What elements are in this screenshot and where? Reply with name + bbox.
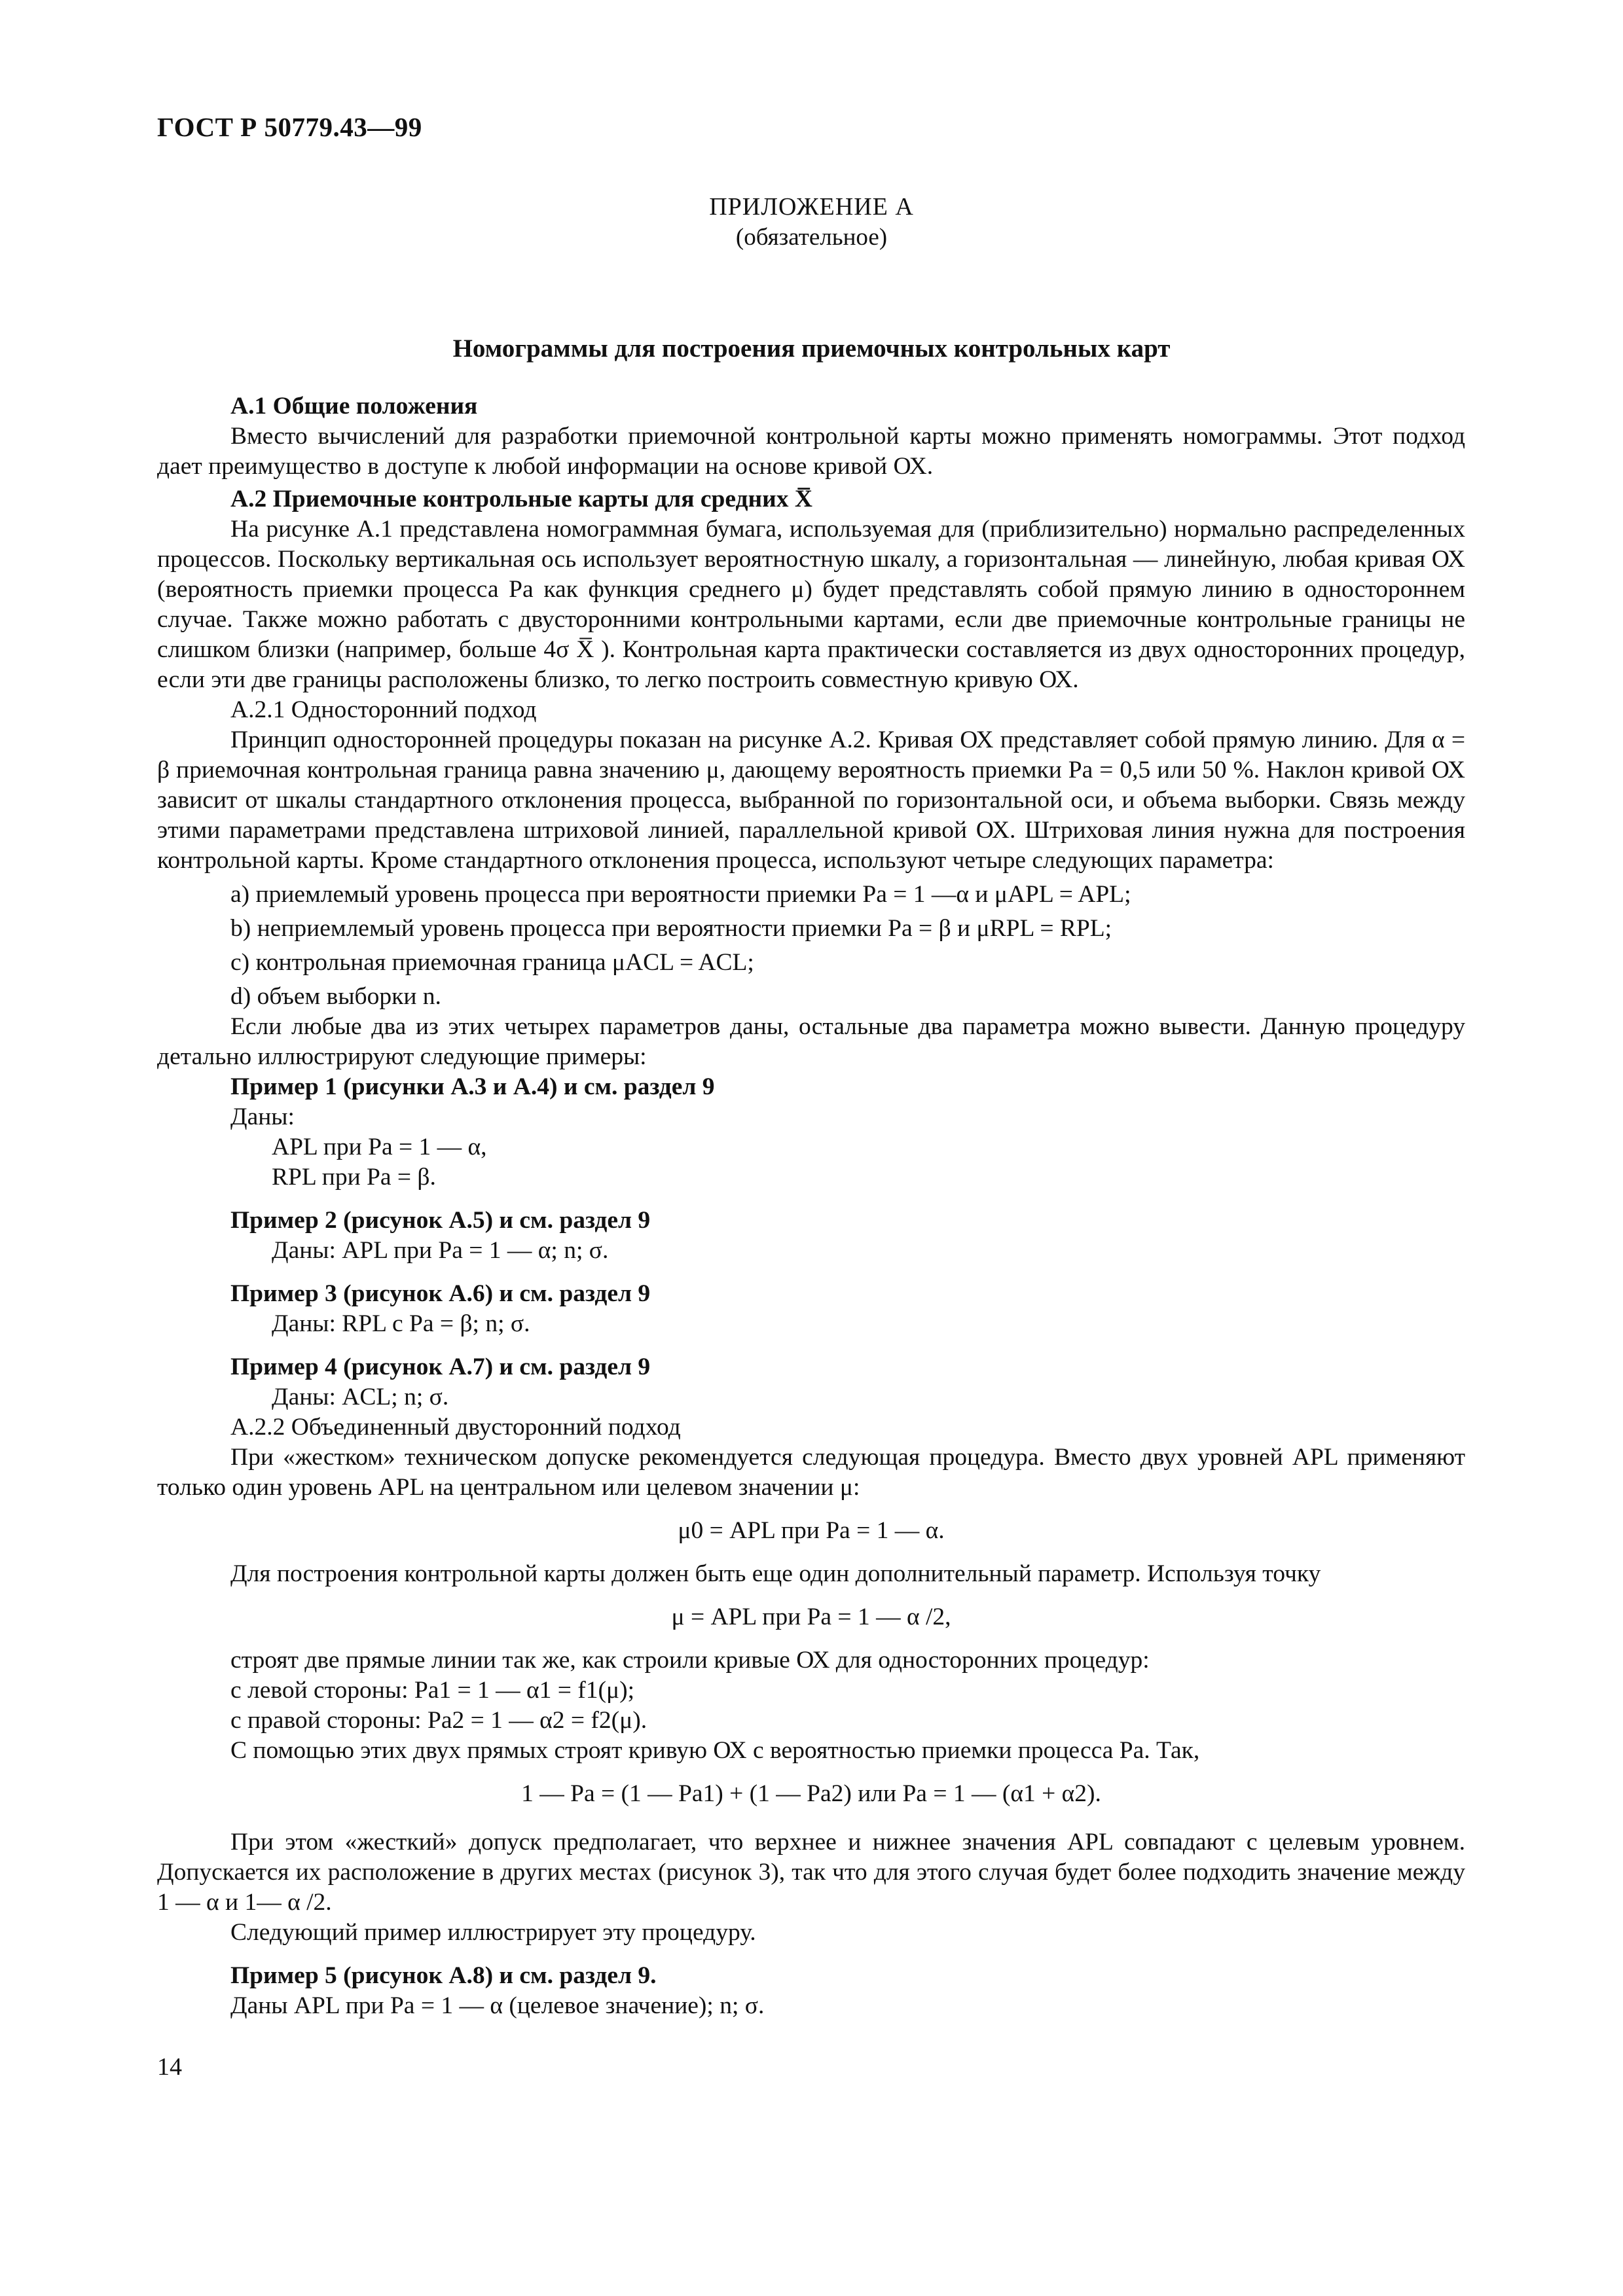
section-a21-after: Если любые два из этих четырех параметров даны, остальные два параметра можно вывести. Данную процедуру детально иллюстрируют следующие примеры:: [157, 1013, 1465, 1070]
section-a1-heading: А.1 Общие положения: [230, 393, 478, 420]
example-4-title: Пример 4 (рисунок А.7) и см. раздел 9: [230, 1354, 651, 1380]
list-item: d) объем выборки n.: [230, 983, 441, 1010]
section-a2-heading: А.2 Приемочные контрольные карты для средних X̅: [230, 486, 812, 512]
appendix-subtitle: (обязательное): [735, 224, 888, 251]
section-a1-text: Вместо вычислений для разработки приемочной контрольной карты можно применять номограммы. Этот подход дает преимущество в доступе к любой информации на основе кривой ОХ.: [157, 423, 1465, 480]
section-a22-p2: Для построения контрольной карты должен быть еще один дополнительный параметр. Используя точку: [230, 1560, 1321, 1587]
section-a2-text: На рисунке А.1 представлена номограммная бумага, используемая для (приблизительно) нормально распределенных процессов. Поскольку вертикальная ось использует вероятностную шкалу, а горизонтальная — линейную, любая кривая ОХ (вероятность приемки процесса Pa как функция среднего μ) будет представлять собой прямую линию в одностороннем случае. Также можно работать с двусторонними контрольными картами, если две приемочные контрольные границы не слишком близки (например, больше 4σ X̅ ). Контрольная карта практически составляется из двух односторонних процедур, если эти две границы расположены близко, то легко построить совместную кривую ОХ.: [157, 516, 1465, 693]
section-a22-p1: При «жестком» техническом допуске рекомендуется следующая процедура. Вместо двух уровней APL применяют только один уровень APL на центральном или целевом значении μ:: [157, 1444, 1465, 1501]
list-item: b) неприемлемый уровень процесса при вероятности приемки Pa = β и μRPL = RPL;: [230, 915, 1112, 942]
example-2-line: Даны: APL при Pa = 1 — α; n; σ.: [272, 1237, 609, 1264]
appendix-title: ПРИЛОЖЕНИЕ А: [709, 193, 914, 221]
document-body: [157, 391, 1465, 2021]
example-2-title: Пример 2 (рисунок А.5) и см. раздел 9: [230, 1207, 651, 1234]
example-4-line: Даны: ACL; n; σ.: [272, 1384, 449, 1410]
section-a21-heading: А.2.1 Односторонний подход: [230, 696, 537, 723]
example-5-title: Пример 5 (рисунок А.8) и см. раздел 9.: [230, 1962, 657, 1989]
left-side-formula: с левой стороны: Pa1 = 1 — α1 = f1(μ);: [230, 1677, 635, 1704]
formula-2: μ = APL при Pa = 1 — α /2,: [671, 1604, 951, 1630]
document-title: Номограммы для построения приемочных контрольных карт: [452, 334, 1171, 363]
section-a22-p3: строят две прямые линии так же, как строили кривые ОХ для односторонних процедур:: [230, 1647, 1150, 1674]
example-1-title: Пример 1 (рисунки А.3 и А.4) и см. раздел 9: [230, 1073, 715, 1100]
list-item: c) контрольная приемочная граница μACL = ACL;: [230, 949, 754, 976]
section-a22-p6: Следующий пример иллюстрирует эту процедуру.: [230, 1919, 756, 1946]
standard-header: ГОСТ Р 50779.43—99: [157, 112, 422, 142]
example-1-line: Даны:: [230, 1103, 295, 1130]
example-3-title: Пример 3 (рисунок А.6) и см. раздел 9: [230, 1280, 651, 1307]
list-item: a) приемлемый уровень процесса при вероятности приемки Pa = 1 —α и μAPL = APL;: [230, 881, 1131, 908]
section-a22-heading: А.2.2 Объединенный двусторонний подход: [230, 1414, 681, 1441]
parameter-list: [157, 880, 1465, 1012]
example-5-line: Даны APL при Pa = 1 — α (целевое значение); n; σ.: [230, 1992, 765, 2019]
formula-1: μ0 = APL при Pa = 1 — α.: [678, 1517, 945, 1544]
right-side-formula: с правой стороны: Pa2 = 1 — α2 = f2(μ).: [230, 1707, 647, 1734]
formula-3: 1 — Pa = (1 — Pa1) + (1 — Pa2) или Pa = 1 — (α1 + α2).: [521, 1780, 1101, 1807]
example-1-line: APL при Pa = 1 — α,: [272, 1134, 487, 1160]
page-number: 14: [157, 2053, 182, 2081]
section-a22-p4: С помощью этих двух прямых строят кривую ОХ с вероятностью приемки процесса Pa. Так,: [230, 1737, 1200, 1764]
example-1-line: RPL при Pa = β.: [272, 1164, 436, 1191]
example-3-line: Даны: RPL с Pa = β; n; σ.: [272, 1310, 530, 1337]
section-a21-text: Принцип односторонней процедуры показан на рисунке А.2. Кривая ОХ представляет собой прямую линию. Для α = β приемочная контрольная граница равна значению μ, дающему вероятность приемки Pa = 0,5 или 50 %. Наклон кривой ОХ зависит от шкалы стандартного отклонения процесса, выбранной по горизонтальной оси, и объема выборки. Связь между этими параметрами представлена штриховой линией, параллельной кривой ОХ. Штриховая линия нужна для построения контрольной карты. Кроме стандартного отклонения процесса, используют четыре следующих параметра:: [157, 726, 1465, 874]
section-a22-p5: При этом «жесткий» допуск предполагает, что верхнее и нижнее значения APL совпадают с целевым уровнем. Допускается их расположение в других местах (рисунок 3), так что для этого случая будет более подходить значение между 1 — α и 1— α /2.: [157, 1829, 1465, 1916]
